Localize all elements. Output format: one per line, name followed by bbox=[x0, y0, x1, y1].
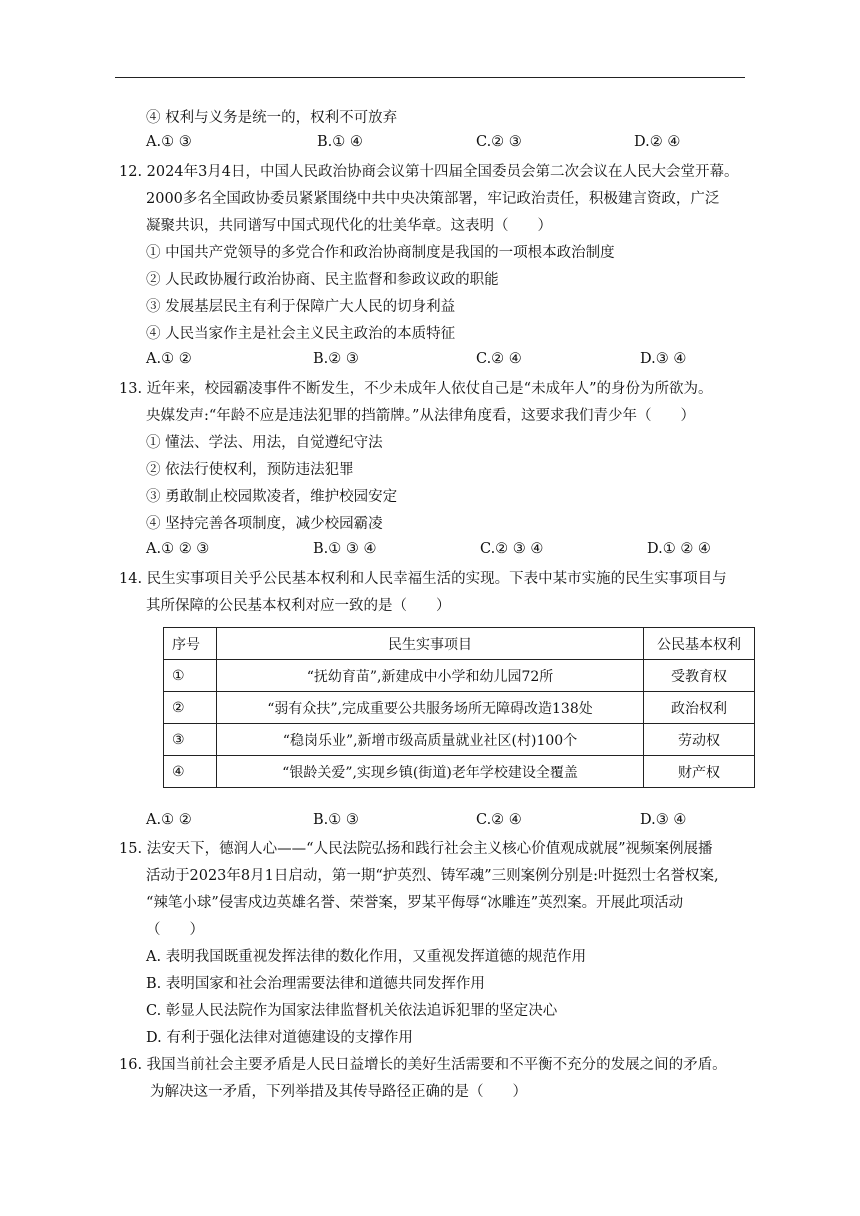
q13-option-a[interactable]: A.① ② ③ bbox=[146, 541, 210, 557]
table-cell-right: 政治权利 bbox=[644, 692, 755, 724]
q13-stem-line-2: 央媒发声:“年龄不应是违法犯罪的挡箭牌。”从法律角度看，这要求我们青少年（ ） bbox=[146, 408, 695, 424]
q11-option-d[interactable]: D.② ④ bbox=[634, 134, 681, 150]
table-header-project: 民生实事项目 bbox=[217, 628, 644, 660]
q14-stem-line-1: 14. 民生实事项目关乎公民基本权利和人民幸福生活的实现。下表中某市实施的民生实事项目与 bbox=[119, 571, 727, 587]
table-cell-no: ④ bbox=[164, 756, 217, 788]
q11-option-a[interactable]: A.① ③ bbox=[146, 134, 192, 150]
q14-option-a[interactable]: A.① ② bbox=[146, 812, 192, 828]
q13-item-1: ① 懂法、学法、用法，自觉遵纪守法 bbox=[146, 435, 383, 451]
table-cell-right: 受教育权 bbox=[644, 660, 755, 692]
q13-item-4: ④ 坚持完善各项制度，减少校园霸凌 bbox=[146, 516, 383, 532]
q12-item-2: ② 人民政协履行政治协商、民主监督和参政议政的职能 bbox=[146, 272, 499, 288]
q12-item-4: ④ 人民当家作主是社会主义民主政治的本质特征 bbox=[146, 326, 456, 342]
q12-stem-line-3: 凝聚共识，共同谱写中国式现代化的壮美华章。这表明（ ） bbox=[146, 218, 552, 234]
table-cell-no: ③ bbox=[164, 724, 217, 756]
table-cell-project: “稳岗乐业”,新增市级高质量就业社区(村)100个 bbox=[217, 724, 644, 756]
q16-stem-line-1: 16. 我国当前社会主要矛盾是人民日益增长的美好生活需要和不平衡不充分的发展之间的矛盾。 bbox=[119, 1057, 727, 1073]
q12-item-1: ① 中国共产党领导的多党合作和政治协商制度是我国的一项根本政治制度 bbox=[146, 245, 615, 261]
q13-option-b[interactable]: B.① ③ ④ bbox=[313, 541, 377, 557]
q13-item-2: ② 依法行使权利，预防违法犯罪 bbox=[146, 462, 354, 478]
q14-option-b[interactable]: B.① ③ bbox=[313, 812, 359, 828]
q12-option-b[interactable]: B.② ③ bbox=[313, 351, 359, 367]
table-cell-no: ① bbox=[164, 660, 217, 692]
q13-option-d[interactable]: D.① ② ④ bbox=[647, 541, 711, 557]
q14-stem-line-2: 其所保障的公民基本权利对应一致的是（ ） bbox=[146, 598, 451, 614]
table-header-row bbox=[164, 628, 755, 660]
table-header-no: 序号 bbox=[164, 628, 217, 660]
q12-option-d[interactable]: D.③ ④ bbox=[640, 351, 687, 367]
q13-item-3: ③ 勇敢制止校园欺凌者，维护校园安定 bbox=[146, 489, 398, 505]
q11-item-4: ④ 权利与义务是统一的，权利不可放弃 bbox=[146, 110, 398, 126]
header-rule bbox=[115, 77, 745, 78]
q15-stem-line-4: （ ） bbox=[146, 922, 204, 938]
q13-option-c[interactable]: C.② ③ ④ bbox=[480, 541, 544, 557]
q16-stem-line-2: 为解决这一矛盾，下列举措及其传导路径正确的是（ ） bbox=[150, 1084, 527, 1100]
q15-choice-c[interactable]: C. 彰显人民法院作为国家法律监督机关依法追诉犯罪的坚定决心 bbox=[146, 1003, 558, 1019]
q15-stem-line-2: 活动于2023年8月1日启动，第一期“护英烈、铸军魂”三则案例分别是:叶挺烈士名誉权案, bbox=[146, 868, 719, 884]
q12-stem-line-1: 12. 2024年3月4日，中国人民政治协商会议第十四届全国委员会第二次会议在人民大会堂开幕。 bbox=[119, 164, 739, 180]
q15-stem-line-3: “辣笔小球”侵害戍边英雄名誉、荣誉案，罗某平侮辱“冰雕连”英烈案。开展此项活动 bbox=[146, 895, 684, 911]
q12-option-a[interactable]: A.① ② bbox=[146, 351, 192, 367]
q15-choice-a[interactable]: A. 表明我国既重视发挥法律的数化作用，又重视发挥道德的规范作用 bbox=[146, 949, 587, 965]
q14-table bbox=[163, 627, 755, 788]
q13-stem-line-1: 13. 近年来，校园霸凌事件不断发生，不少未成年人依仗自己是“未成年人”的身份为所欲为。 bbox=[119, 381, 713, 397]
q11-option-b[interactable]: B.① ④ bbox=[317, 134, 363, 150]
table-row bbox=[164, 692, 755, 724]
q12-item-3: ③ 发展基层民主有利于保障广大人民的切身利益 bbox=[146, 299, 456, 315]
table-header-right: 公民基本权利 bbox=[644, 628, 755, 660]
table-row bbox=[164, 660, 755, 692]
q12-stem-line-2: 2000多名全国政协委员紧紧围绕中共中央决策部署，牢记政治责任，积极建言资政，广泛 bbox=[146, 191, 720, 207]
q14-option-d[interactable]: D.③ ④ bbox=[640, 812, 687, 828]
table-cell-project: “弱有众扶”,完成重要公共服务场所无障碍改造138处 bbox=[217, 692, 644, 724]
table-cell-project: “抚幼育苗”,新建成中小学和幼儿园72所 bbox=[217, 660, 644, 692]
q15-choice-b[interactable]: B. 表明国家和社会治理需要法律和道德共同发挥作用 bbox=[146, 976, 485, 992]
q12-option-c[interactable]: C.② ④ bbox=[476, 351, 522, 367]
table-row bbox=[164, 724, 755, 756]
q15-stem-line-1: 15. 法安天下，德润人心——“人民法院弘扬和践行社会主义核心价值观成就展”视频案例展播 bbox=[119, 841, 713, 857]
table-cell-project: “银龄关爱”,实现乡镇(街道)老年学校建设全覆盖 bbox=[217, 756, 644, 788]
q15-choice-d[interactable]: D. 有利于强化法律对道德建设的支撑作用 bbox=[146, 1030, 413, 1046]
table-cell-right: 劳动权 bbox=[644, 724, 755, 756]
q14-option-c[interactable]: C.② ④ bbox=[476, 812, 522, 828]
table-cell-right: 财产权 bbox=[644, 756, 755, 788]
q11-option-c[interactable]: C.② ③ bbox=[476, 134, 522, 150]
table-cell-no: ② bbox=[164, 692, 217, 724]
table-row bbox=[164, 756, 755, 788]
